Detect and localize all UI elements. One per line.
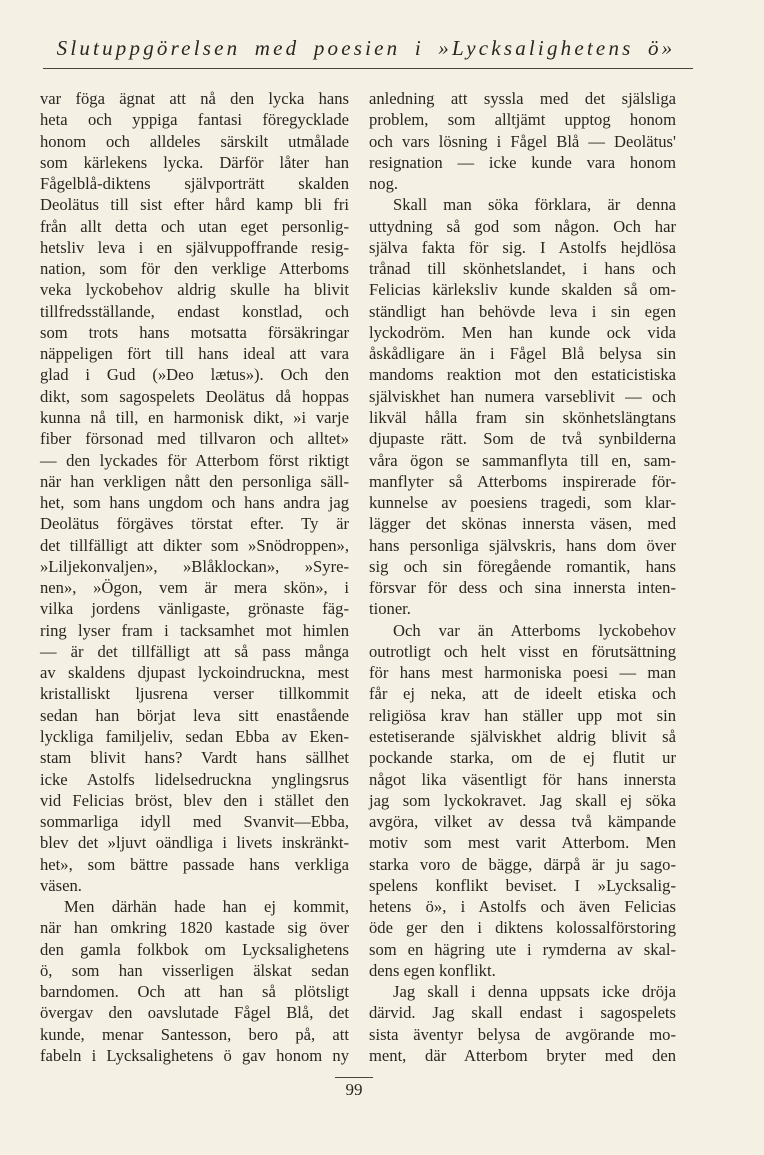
text-line: som en hägring ute i rymderna av skal- bbox=[369, 939, 676, 959]
text-line: vid Felicias bröst, blev den i stället den bbox=[40, 790, 349, 810]
text-line: från allt detta och utan eget personlig- bbox=[40, 216, 349, 236]
text-line: blev det »ljuvt oändliga i livets inskränkt- bbox=[40, 833, 349, 853]
text-line: het», som bättre passade hans verkliga bbox=[40, 854, 349, 874]
text-line: Felicias kärleksliv kunde skalden så om- bbox=[369, 280, 676, 300]
text-line: lyckliga familjeliv, sedan Ebba av Eken- bbox=[40, 726, 349, 746]
text-line: var föga ägnat att nå den lycka hans bbox=[40, 89, 349, 108]
text-line: kristalliskt ljusrena verser tillkommit bbox=[40, 684, 349, 704]
text-line: ö, som han visserligen älskat sedan bbox=[40, 960, 349, 980]
text-line: kunde, menar Santesson, bero på, att bbox=[40, 1024, 349, 1044]
text-line: Men därhän hade han ej kommit, bbox=[64, 897, 349, 917]
text-line: Jag skall i denna uppsats icke dröja bbox=[393, 982, 676, 1002]
text-line: sommarliga idyll med Svanvit—Ebba, bbox=[40, 812, 349, 832]
text-line: när han omkring 1820 kastade sig över bbox=[40, 918, 349, 938]
right-text-column bbox=[369, 88, 676, 1066]
text-line: motiv som mest varit Atterbom. Men bbox=[369, 833, 676, 853]
text-line: Deolätus till sist efter hård kamp bli fri bbox=[40, 195, 349, 215]
text-line: för hans mest harmoniska poesi — man bbox=[369, 663, 676, 683]
text-line: sig och sin föregående romantik, hans bbox=[369, 556, 676, 576]
text-line: heta och yppiga fantasi föregycklade bbox=[40, 110, 349, 130]
text-line: honom och alldeles särskilt utmålade bbox=[40, 131, 349, 151]
header-rule bbox=[43, 68, 693, 69]
text-line: därvid. Jag skall endast i sagospelets bbox=[369, 1003, 676, 1023]
text-line: tioner. bbox=[369, 599, 411, 619]
text-line: själva fakta för sig. I Astolfs hejdlösa bbox=[369, 237, 676, 257]
text-line: det tillfälligt att dikter som »Snödroppen», bbox=[40, 535, 349, 555]
text-line: hetens ö», i Astolfs och även Felicias bbox=[369, 897, 676, 917]
text-line: avgöra, vilket av dessa två kämpande bbox=[369, 812, 676, 832]
text-line: sista äventyr belysa de avgörande mo- bbox=[369, 1024, 676, 1044]
text-line: kunnelse av poesiens tragedi, som klar- bbox=[369, 493, 676, 513]
text-line: öde ger den i diktens kolossalförstoring bbox=[369, 918, 676, 938]
text-line: hetsliv leva i en självuppoffrande resig- bbox=[40, 237, 349, 257]
text-line: lyckodröm. Men han kunde ock vida bbox=[369, 322, 676, 342]
text-line: jag som lyckokravet. Jag skall ej söka bbox=[369, 790, 676, 810]
text-line: ment, där Atterbom bryter med den bbox=[369, 1045, 676, 1065]
running-header: Slutuppgörelsen med poesien i »Lycksalighetens ö» bbox=[56, 36, 676, 60]
text-line: mandoms reaktion mot den estaticistiska bbox=[369, 365, 676, 385]
text-line: Skall man söka förklara, är denna bbox=[393, 195, 676, 215]
text-line: Deolätus förgäves törstat efter. Ty är bbox=[40, 514, 349, 534]
text-line: väsen. bbox=[40, 875, 82, 895]
text-line: något lika väsentligt för hans innersta bbox=[369, 769, 676, 789]
text-line: nog. bbox=[369, 174, 399, 194]
text-line: får ej neka, att de ideelt etiska och bbox=[369, 684, 676, 704]
text-line: fabeln i Lycksalighetens ö gav honom ny bbox=[40, 1045, 349, 1065]
text-line: dikt, som sagospelets Deolätus då hoppas bbox=[40, 386, 349, 406]
text-line: djupaste rätt. Som de två synbilderna bbox=[369, 429, 676, 449]
text-line: nation, som för den verklige Atterboms bbox=[40, 259, 349, 279]
text-line: försvar för dess och sina innersta inten- bbox=[369, 578, 676, 598]
text-line: — den lyckades för Atterbom först riktigt bbox=[40, 450, 349, 470]
text-line: som trots hans motsatta försäkringar bbox=[40, 322, 349, 342]
page-number: 99 bbox=[345, 1080, 363, 1099]
text-line: den gamla folkbok om Lycksalighetens bbox=[40, 939, 349, 959]
text-line: när han verkligen nått den personliga säll- bbox=[40, 471, 349, 491]
text-line: av skaldens djupast lyckoindruckna, mest bbox=[40, 663, 349, 683]
left-text-column bbox=[40, 88, 349, 1066]
text-line: problem, som alltjämt upptog honom bbox=[369, 110, 676, 130]
text-line: spelens konflikt beviset. I »Lycksalig- bbox=[369, 875, 676, 895]
text-line: hans personliga självskris, hans dom över bbox=[369, 535, 676, 555]
text-line: sedan han börjat leva sitt enastående bbox=[40, 705, 349, 725]
text-line: vilka jordens vänligaste, grönaste fäg- bbox=[40, 599, 349, 619]
text-line: manflyter så Atterboms inspirerade för- bbox=[369, 471, 676, 491]
text-line: veka lyckobehov aldrig skulle ha blivit bbox=[40, 280, 349, 300]
text-line: lägger det skönas innersta väsen, med bbox=[369, 514, 676, 534]
text-line: stam blivit hans? Vardt hans sällhet bbox=[40, 748, 349, 768]
text-line: starka voro de bägge, därpå är ju sago- bbox=[369, 854, 676, 874]
text-line: barndomen. Och att han så plötsligt bbox=[40, 982, 349, 1002]
text-line: anledning att syssla med det själsliga bbox=[369, 89, 676, 108]
text-line: pockande starka, om de ej flutit ur bbox=[369, 748, 676, 768]
text-line: Och var än Atterboms lyckobehov bbox=[393, 620, 676, 640]
text-line: nen», »Ögon, vem är mera skön», i bbox=[40, 578, 349, 598]
text-line: våra ögon se sammanflyta till en, sam- bbox=[369, 450, 676, 470]
text-line: estetiserande själviskhet aldrig blivit så bbox=[369, 726, 676, 746]
text-line: »Liljekonvaljen», »Blåklockan», »Syre- bbox=[40, 556, 349, 576]
text-line: och vars lösning i Fågel Blå — Deolätus' bbox=[369, 131, 676, 151]
text-line: tillfredsställande, endast konstlad, och bbox=[40, 301, 349, 321]
text-line: näppeligen fört till hans ideal att vara bbox=[40, 344, 349, 364]
text-line: dens egen konflikt. bbox=[369, 960, 496, 980]
text-line: ständligt han behövde leva i sin egen bbox=[369, 301, 676, 321]
text-line: outrotligt och helt visst en förutsättning bbox=[369, 641, 676, 661]
text-line: själviskhet han numera varseblivit — och bbox=[369, 386, 676, 406]
text-line: övergav den oavslutade Fågel Blå, det bbox=[40, 1003, 349, 1023]
text-line: — är det tillfälligt att så pass många bbox=[40, 641, 349, 661]
text-line: resignation — icke kunde vara honom bbox=[369, 152, 676, 172]
text-line: religiösa krav han ställer upp mot sin bbox=[369, 705, 676, 725]
page-number-rule bbox=[335, 1077, 373, 1078]
text-line: ring lyser fram i tacksamhet mot himlen bbox=[40, 620, 349, 640]
text-line: icke Astolfs lidelsedruckna ynglingsrus bbox=[40, 769, 349, 789]
text-line: fiber försonad med tillvaron och alltet» bbox=[40, 429, 349, 449]
text-line: glad i Gud (»Deo lætus»). Och den bbox=[40, 365, 349, 385]
text-line: het, som hans ungdom och hans andra jag bbox=[40, 493, 349, 513]
text-line: trånad till skönhetslandet, i hans och bbox=[369, 259, 676, 279]
text-line: Fågelblå-diktens självporträtt skalden bbox=[40, 174, 349, 194]
text-line: som kärlekens lycka. Därför låter han bbox=[40, 152, 349, 172]
text-line: kunna nå till, en harmonisk dikt, »i varje bbox=[40, 407, 349, 427]
text-line: åskådligare än i Fågel Blå belysa sin bbox=[369, 344, 676, 364]
text-line: likväl hålla fram sin skönhetslängtans bbox=[369, 407, 676, 427]
text-line: uttydning så god som någon. Och har bbox=[369, 216, 676, 236]
